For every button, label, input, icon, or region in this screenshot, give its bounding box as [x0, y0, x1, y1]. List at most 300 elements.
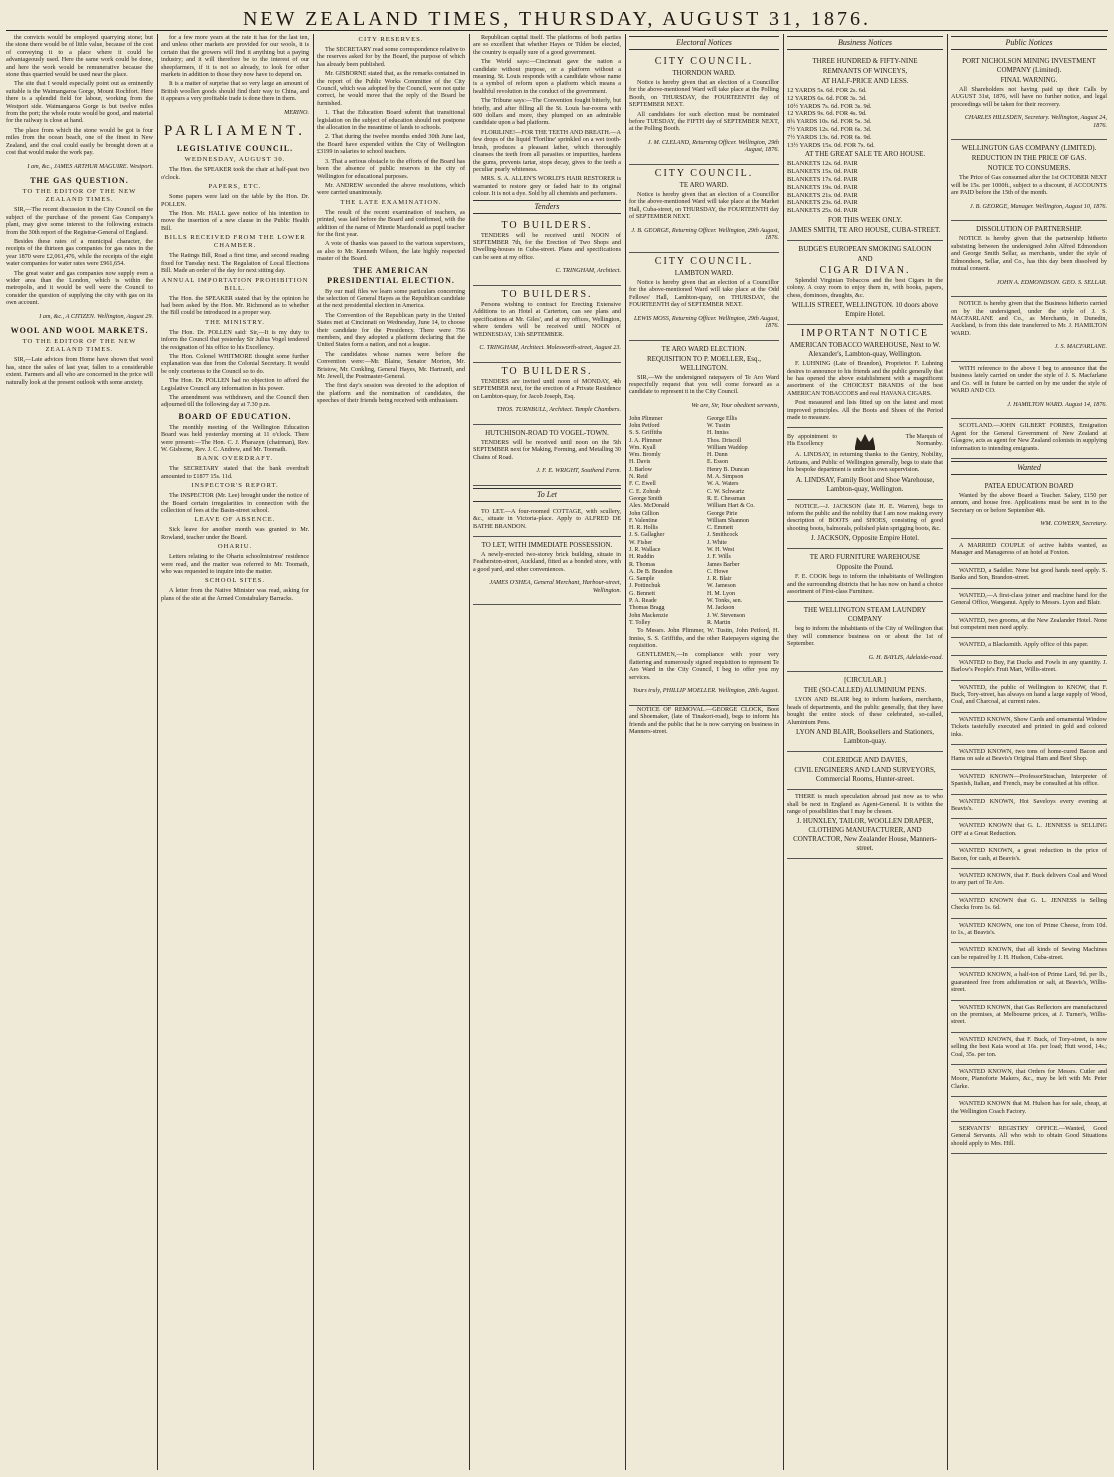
to-let-section-heading: To Let [473, 488, 621, 502]
tobacco-advert [787, 325, 943, 428]
advert-body: NOTICE.—J. JACKSON (late H. E. Warren), begs to inform the public and the nobility that I am now making every description of BOOTS and SHOES, consisting of good shooting boots, balmorals, polished plain sprigging boots, &c. [787, 502, 943, 532]
advert-title: IMPORTANT NOTICE [801, 328, 929, 340]
election-paragraph: By our mail files we learn some particulars concerning the selection of General Hayes as the Republican candidate at the next presidential election in America. [317, 287, 465, 310]
election-body: Notice is hereby given that an election of a Councillor for the above-mentioned Ward will take place at the Polling Booth, on THURSDAY, the FOURTEENTH day of SEPTEMBER NEXT. [629, 79, 779, 109]
notice-signature: J. S. MACFARLANE. [1054, 343, 1107, 351]
notice-body: All Shareholders not having paid up their Calls by AUGUST 31st, 1876, will have no further notice, and legal proceedings will be taken for their recovery. [951, 86, 1107, 108]
gas-paragraph: SIR,—The recent discussion in the City Council on the subject of the purchase of the present Gas Company's plant, may give some interest to the following extracts from the 30th report of the Registrar-General of England. [6, 206, 153, 236]
to-let-signature: JAMES O'SHEA, General Merchant, Harbour-street, Wellington. [489, 579, 621, 594]
ohariu-heading: OHARIU. [217, 543, 253, 551]
wanted-ad [951, 795, 1107, 820]
notice-title: PATEA EDUCATION BOARD [984, 482, 1074, 491]
wanted-text: WANTED KNOWN, that F. Buck delivers Coal and Wood to any part of Te Aro. [951, 872, 1107, 887]
notice-title: WELLINGTON GAS COMPANY (LIMITED). [961, 144, 1097, 153]
wool-paragraph: It is a matter of surprise that so very large an amount of British woollen goods should find their way to China, and it appears a very profitable trade is done there in them. [161, 80, 309, 103]
advert-body: beg to inform the inhabitants of the City of Wellington that they will commence business on or about the 1st of September. [787, 625, 943, 648]
advert-subtitle: AND [857, 254, 873, 263]
signatory: N. Reid [629, 474, 648, 481]
notice-signature: J. HAMILTON WARD. August 14, 1876. [1007, 400, 1107, 408]
wanted-text: SERVANTS' REGISTRY OFFICE.—Wanted, Good General Servants. All who wish to obtain Good Situations should apply to Mrs. Hill. [951, 1124, 1107, 1147]
election-title: CITY COUNCIL. [654, 56, 754, 67]
wanted-text: WANTED KNOWN—ProfessorStrachan, Interpreter of Spanish, Italian, and French, may be consulted at his office. [951, 772, 1107, 788]
wanted-text: WANTED KNOWN, two tons of home-cured Bacon and Hams on sale at Beavis's Original Ham and Beef Shop. [951, 747, 1107, 763]
signatory: H. Ruddin [629, 554, 655, 561]
wanted-ad [951, 638, 1107, 655]
yardage-price-list [787, 87, 943, 149]
examination-heading: THE LATE EXAMINATION. [340, 198, 442, 206]
wanted-ad [951, 1097, 1107, 1122]
wanted-text: WANTED KNOWN, a great reduction in the price of Bacon, for cash, at Beavis's. [951, 847, 1107, 862]
advert-title: THE (SO-CALLED) ALUMINIUM PENS. [803, 686, 927, 695]
signatory: Thos. Driscoll [707, 437, 742, 444]
requisition-body: SIR,—We the undersigned ratepayers of Te Aro Ward respectfully request that you will come forward as a candidate to represent it in the City Council. [629, 373, 779, 396]
notice-body: Wanted by the above Board a Teacher. Salary, £150 per annum, and house free. Applications must be sent in to the Secretary on or before September 4th. [951, 492, 1107, 514]
signatory: Wm. Bromly [629, 452, 661, 459]
wanted-text: WANTED KNOWN, that Gas Reflectors are manufactured on the premises, at Melbourne prices, at J. Turner's, Willis-street. [951, 1003, 1107, 1026]
advert-signature: G. H. BAYLIS, Adelaide-road. [868, 653, 943, 661]
column-divider [469, 34, 470, 1470]
dissolution-notice [951, 221, 1107, 297]
signatory: G. Bennett [629, 590, 655, 597]
tender-signature: C. TRINGHAM, Architect. [555, 267, 621, 275]
signatory: J. Smithcock [707, 532, 738, 539]
gas-signoff: I am, &c., A CITIZEN. Wellington, August 29. [39, 312, 153, 320]
wanted-ad [951, 1122, 1107, 1154]
tender-notice [473, 286, 621, 363]
tender-signature: J. F. E. WRIGHT, Southend Farm. [536, 467, 621, 475]
notice-signature: J. B. GEORGE, Manager. Wellington, August 10, 1876. [969, 202, 1107, 210]
wanted-text: WANTED KNOWN, a half-ton of Prime Lard, 9d. per lb., guaranteed free from adulteration or salt, at Beavis's, Willis-street. [951, 971, 1107, 994]
blanket-price-list [787, 160, 943, 215]
tender-signature: THOS. TURNBULL, Architect. Temple Chambers. [496, 406, 621, 414]
price-line: 12 YARDS 5s. 6d. FOR 2s. 6d. [787, 87, 867, 94]
letter-paragraph: The site that I would especially point out as eminently suitable is the Waimangaroa Gorge, Mount Rochfort. Here there is a splendid field for labour, working from the Westport side. Waimangaroa Gorge is but twelve miles from the port; the whole route would be good, and material for the railway is close at hand. [6, 80, 153, 125]
signatory: J. R. Blair [707, 576, 732, 583]
reply-address: To Messrs. John Plimmer, W. Tustin, John Petford, H. Inniss, S. S. Griffiths, and the other Ratepayers signing the requisition. [629, 627, 779, 650]
signatory: C. Howe [707, 568, 729, 575]
ward-name: TE ARO WARD. [679, 181, 729, 190]
circular-label: [CIRCULAR.] [844, 676, 886, 685]
signatory: William Shannon [707, 517, 749, 524]
appointment-left: By appointment to His Excellency [787, 434, 837, 448]
notice-subtitle: NOTICE TO CONSUMERS. [987, 164, 1071, 173]
signatory: John Plimmer [629, 415, 663, 422]
notice-title: PORT NICHOLSON MINING INVESTMENT COMPANY (Limited). [962, 57, 1096, 74]
education-paragraph: The INSPECTOR (Mr. Lee) brought under the notice of the Board certain irregularities in connection with the collection of fees at the Basin-street school. [161, 492, 309, 515]
signatory: W. Tonks, sen. [707, 598, 743, 605]
advert-subtitle: Opposite the Pound. [836, 563, 894, 572]
price-line: 12 YARDS 6s. 6d. FOR 3s. 3d. [787, 94, 867, 102]
advert-subtitle: CIGAR DIVAN. [819, 264, 911, 276]
notice-signature: CHARLES HILLSDEN, Secretary. Wellington, August 24, 1876. [964, 114, 1107, 129]
advert-subtitle: REMNANTS OF WINCEYS, [822, 67, 908, 75]
advert-body: Post measured and lists fitted up on the latest and most improved principles. All the Boots and Shoes of the Period made to measure. [787, 399, 943, 422]
surveyors-advert [787, 752, 943, 790]
signatory: R. E. Chessman [707, 495, 746, 502]
wanted-text: WANTED KNOWN, that F. Buck, of Tory-street, is now selling the best Kaia wood at 16s. per load; Hutt wood, 14s.; Coal, 35s. per ton. [951, 1035, 1107, 1058]
advert-body: F. E. COOK begs to inform the inhabitants of Wellington and the surrounding districts that he has now on hand a choice assortment of First-class Furniture. [787, 573, 943, 596]
ward-name: LAMBTON WARD. [674, 268, 734, 277]
reserves-paragraph: The SECRETARY read some correspondence relative to the reserves asked for by the Board, the purpose of which has already been published. [317, 46, 465, 68]
advert-title: THREE HUNDRED & FIFTY-NINE [812, 57, 918, 65]
requisition-notice [629, 341, 779, 706]
education-paragraph: Sick leave for another month was granted to Mr. Rowland, teacher under the Board. [161, 526, 309, 541]
reserves-paragraph: 3. That a serious obstacle to the efforts of the Board has been the absence of public reserves in the city of Wellington for educational purposes. [317, 157, 465, 180]
wanted-text: WANTED KNOWN, that all kinds of Sewing Machines can be repaired by J. H. Hudson, Cuba-street. [951, 946, 1107, 961]
session-date: WEDNESDAY, AUGUST 30. [184, 156, 286, 164]
price-line: BLANKETS 23s. 6d. PAIR [787, 199, 858, 207]
wanted-ad [951, 1033, 1107, 1065]
examination-paragraph: A vote of thanks was passed to the various supervisors, as also to Mr. Kenneth Wilson, the late highly respected master of the Board. [317, 240, 465, 263]
signatory: H. M. Lyon [707, 590, 736, 597]
tender-notice [473, 363, 621, 425]
election-body: Notice is hereby given that an election of a Councillor for the above-mentioned Ward will take place at the Odd Fellows' Hall, Lambton-quay, on THURSDAY, the FOURTEENTH day of SEPTEMBER NEXT. [629, 278, 779, 309]
smoking-saloon-advert [787, 241, 943, 325]
signatory: John Mackenzie [629, 612, 669, 619]
election-notice [629, 53, 779, 165]
signatory: Alex. McDonald [629, 503, 670, 510]
hair-restorer-advert: MRS. S. A. ALLEN'S WORLD'S HAIR RESTORER is warranted to restore grey or faded hair to its original colour. It is not a dye. Sold by all chemists and perfumers. [473, 175, 621, 198]
signatory: F. Valentine [629, 517, 658, 524]
wanted-text: WANTED, a Blacksmith. Apply office of this paper. [959, 641, 1089, 649]
gas-question-subheading: TO THE EDITOR OF THE NEW ZEALAND TIMES. [22, 188, 137, 204]
wanted-text: A MARRIED COUPLE of active habits wanted, as Manager and Manageress of an hotel at Foxton. [951, 542, 1107, 557]
signatory: W. H. West [707, 547, 735, 553]
signatory: H. Inniss [707, 430, 729, 437]
price-line: BLANKETS 12s. 6d. PAIR [787, 160, 858, 168]
education-board-wanted [951, 478, 1107, 539]
advert-subtitle: CIVIL ENGINEERS AND LAND SURVEYORS, Commercial Rooms, Hunter-street. [794, 766, 936, 784]
signatory: W. Jameson [707, 583, 736, 590]
requisition-subtitle: REQUISITION TO P. MOELLER, Esq., WELLINGTON. [646, 354, 762, 372]
wanted-ad [951, 770, 1107, 795]
papers-heading: PAPERS, ETC. [208, 183, 262, 191]
election-signature: J. B. GEORGE, Returning Officer. Wellington, 29th August, 1876. [631, 226, 779, 242]
signatory: James Barber [707, 561, 740, 568]
tender-notice [473, 425, 621, 486]
wanted-ad [951, 745, 1107, 770]
notice-body: WITH reference to the above I beg to announce that the business lately carried on under the style of J. S. Macfarlane and Co. will in future be carried on by me under the style of WARD AND CO. [951, 365, 1107, 395]
election-body: Notice is hereby given that an election of a Councillor for the above-mentioned Ward will take place at the Market Hall, Cuba-street, on THURSDAY, the FOURTEENTH day of SEPTEMBER NEXT. [629, 191, 779, 221]
prohibition-heading: ANNUAL IMPORTATION PROHIBITION BILL. [161, 276, 309, 292]
wanted-ad [951, 656, 1107, 681]
parliament-paragraph: The Hon. the SPEAKER took the chair at half-past two o'clock. [161, 166, 309, 181]
reply-body: GENTLEMEN,—In compliance with your very flattering and numerously signed requisition to represent Te Aro Ward in the City Council, I beg to offer you my services. [629, 651, 779, 681]
advert-signature: LYON AND BLAIR, Booksellers and Stationers, Lambton-quay. [796, 728, 934, 746]
furniture-advert [787, 549, 943, 602]
sites-heading: SCHOOL SITES. [204, 577, 266, 585]
requisition-title: TE ARO WARD ELECTION. [661, 344, 747, 353]
wanted-ad [951, 564, 1107, 589]
advert-body: Splendid Virginian Tobaccos and the best Cigars in the colony. A cozy room to enjoy them in, with books, papers, chess, dominoes, draughts, &c. [787, 276, 943, 299]
ministry-heading: THE MINISTRY. [205, 318, 265, 326]
wool-heading: WOOL AND WOOL MARKETS. [10, 326, 149, 336]
signatory: J. Pottinchuk [629, 583, 661, 590]
business-transfer-notice [951, 297, 1107, 362]
advert-body: A. LINDSAY, in returning thanks to the Gentry, Nobility, Artizans, and Public of Wellington generally, begs to state that his bespoke department is under his own supervision. [787, 451, 943, 474]
emigration-notice [951, 419, 1107, 459]
wanted-ad [951, 819, 1107, 844]
advert-subtitle: AT HALF-PRICE AND LESS. [821, 77, 909, 85]
to-let-body: A newly-erected two-storey brick building, situate in Featherston-street, Auckland, fitted as a bonded store, with a good yard, and other conveniences. [473, 550, 621, 573]
boots-notice [787, 500, 943, 550]
parliament-paragraph: The amendment was withdrawn, and the Council then adjourned till the following day at 7.30 p.m. [161, 393, 309, 409]
tailor-advert [787, 790, 943, 859]
advert-body: THERE is much speculation abroad just now as to who shall be next in England as Agent-General. It is within the range of possibilities that I may be chosen. [787, 793, 943, 815]
wool-signoff: MERINO. [284, 108, 309, 116]
notice-body: NOTICE is hereby given that the partnership hitherto subsisting between the undersigned John Alfred Edmondson and George Smith Sellar, as merchants, under the style of Edmondson, Sellar, and Co., has this day been dissolved by mutual consent. [951, 235, 1107, 273]
examination-paragraph: The result of the recent examination of teachers, as printed, was laid before the Board and confirmed, with the addition of the name of Minnie Macdonald as pupil teacher for the first year. [317, 208, 465, 238]
advert-subtitle: AT THE GREAT SALE TE ARO HOUSE. [804, 150, 926, 159]
reply-signature: Yours truly, PHILLIP MOELLER. Wellington, 28th August. [632, 687, 779, 695]
letter-signoff: I am, &c., JAMES ARTHUR MAGUIRE. Westport. [27, 162, 153, 170]
signatory: J. W. Stevenson [707, 612, 746, 619]
signatory: H. Dunn [707, 452, 728, 459]
wanted-text: WANTED to Buy, Fat Ducks and Fowls in any quantity. J. Barlow's People's Fruit Mart, Willis-street. [951, 658, 1107, 674]
election-signature: LEWIS MOSS, Returning Officer. Wellington, 29th August, 1876. [633, 314, 779, 330]
election-paragraph: The first day's session was devoted to the adoption of the platform and the nomination of candidates, the speeches of their friends being received with enthusiasm. [317, 382, 465, 405]
signatory: George Ellis [707, 415, 738, 422]
business-notices-heading: Business Notices [787, 36, 943, 50]
price-line: BLANKETS 17s. 6d. PAIR [787, 175, 858, 183]
mining-company-notice [951, 53, 1107, 140]
masthead-rule [6, 30, 1108, 31]
column-7 [951, 34, 1107, 1470]
election-paragraph: The Convention of the Republican party in the United States met at Cincinnati on Wednesday, June 14, to choose their candidate for the Presidency. There were 756 members, and they adopted a platform declaring that the United States form a nation, and not a league. [317, 311, 465, 349]
signatory: R. Martin [707, 619, 731, 626]
signatory: J. A. Plimmer [629, 437, 663, 444]
leave-heading: LEAVE OF ABSENCE. [194, 516, 276, 524]
to-let-notice [473, 505, 621, 537]
column-2 [161, 34, 309, 1470]
wanted-ad [951, 968, 1107, 1000]
column-4 [473, 34, 621, 1470]
wanted-text: WANTED, two grooms, at the New Zealander Hotel. None but competent men need apply. [951, 616, 1107, 631]
wanted-ad [951, 1001, 1107, 1033]
signatory: W. Fisher [629, 539, 653, 546]
price-line: BLANKETS 19s. 0d. PAIR [787, 183, 858, 191]
reserves-heading: CITY RESERVES. [358, 36, 424, 43]
price-line: BLANKETS 25s. 0d. PAIR [787, 207, 858, 215]
election-body: All candidates for such election must be nominated before TUESDAY, the FIFTH day of SEPTEMBER NEXT, at the Polling Booth. [629, 110, 779, 133]
wanted-ad [951, 614, 1107, 639]
election-notice [629, 253, 779, 341]
wanted-text: WANTED KNOWN, Hot Saveloys every evening at Beavis's. [951, 797, 1107, 812]
reserves-paragraph: 1. That the Education Board submit that transitional legislation on the subject of education should not postpone the allocation in the meantime of lands to schools. [317, 109, 465, 132]
to-let-body: TO LET.—A four-roomed COTTAGE, with scullery, &c., situate in Victoria-place. Apply to ALFRED DE BATHE BRANDON. [473, 507, 621, 530]
advert-signature: J. JACKSON, Opposite Empire Hotel. [811, 534, 919, 543]
wanted-ad [951, 844, 1107, 869]
parliament-paragraph: The Ratings Bill, Road a first time, and second reading fixed for Tuesday next. The Regulation of Local Elections Bill. Made an order of the day for next sitting day. [161, 252, 309, 275]
election-paragraph: The Tribune says:—The Convention fought bitterly, but briefly, and after filling all the St. Louis bar-rooms with 600 dollars and more, they plumped on an admirable candidate upon a bad platform. [473, 97, 621, 127]
wanted-text: WANTED KNOWN that M. Hulson has for sale, cheap, at the Wellington Coach Factory. [951, 1100, 1107, 1115]
reserves-paragraph: Mr. ANDREW seconded the above resolutions, which were carried unanimously. [317, 181, 465, 197]
notice-body: NOTICE is hereby given that the Business hitherto carried on by the undersigned, under the style of J. S. MACFARLANE and Co., as Merchants, in Dunedin, Auckland, is from this date transferred to Mr. J. HAMILTON WARD. [951, 300, 1107, 337]
signatory: G. Sample [629, 576, 655, 583]
floriline-advert: FLORILINE!—FOR THE TEETH AND BREATH.—A few drops of the liquid 'Floriline' sprinkled on a wet tooth-brush, produces a pleasant lather, which thoroughly cleanses the teeth from all parasites or impurities, hardens the gums, prevents tartar, stops decay, gives to the teeth a peculiar pearly whiteness. [473, 128, 621, 173]
price-line: 12 YARDS 9s. 6d. FOR 4s. 9d. [787, 110, 867, 118]
price-line: 13½ YARDS 15s. 0d. FOR 7s. 6d. [787, 141, 875, 149]
education-paragraph: The SECRETARY stated that the bank overdraft amounted to £1877 15s. 11d. [161, 465, 309, 480]
parliament-paragraph: Some papers were laid on the table by the Hon. Dr. POLLEN. [161, 193, 309, 208]
election-title: CITY COUNCIL. [654, 168, 754, 180]
requisition-closing: We are, Sir, Your obedient servants, [691, 402, 779, 410]
election-title: CITY COUNCIL. [654, 255, 754, 267]
wanted-ad [951, 713, 1107, 745]
wanted-ad [951, 943, 1107, 968]
parliament-paragraph: The Hon. Dr. POLLEN had no objection to afford the Legislative Council any information in his power. [161, 377, 309, 392]
letter-paragraph: The place from which the stone would be got is four miles from the ocean beach, one of the finest in New Zealand, and the coal could easily be brought down at a cost that would make the work pay. [6, 126, 153, 157]
education-paragraph: Letters relating to the Ohariu schoolmistress' residence were read, and the matter was referred to Mr. Toomath, who was requested to inquire into the matter. [161, 553, 309, 576]
tender-signature: C. TRINGHAM, Architect. Molesworth-street, August 23. [479, 344, 621, 352]
parliament-paragraph: The Hon. Dr. POLLEN said: Sir,—It is my duty to inform the Council that yesterday Sir Julius Vogel tendered the resignation of his office to his Excellency. [161, 328, 309, 351]
gas-company-notice [951, 140, 1107, 221]
signatory: C. E. Zohrab [629, 488, 660, 495]
signatory: W. A. Waters [707, 481, 739, 488]
advert-signature: A. LINDSAY, Family Boot and Shoe Warehouse, Lambton-quay, Wellington. [795, 475, 935, 493]
advert-subtitle: FOR THIS WEEK ONLY. [828, 215, 902, 224]
election-paragraph: The candidates whose names were before the Convention were:—Mr. Blaine, Senator Morton, Mr. Bristow, Mr. Conkling, General Hayes, Mr. Hartranft, and Mr. Jewell, the Postmaster-General. [317, 350, 465, 381]
wanted-ad [951, 894, 1107, 919]
education-heading: BOARD OF EDUCATION. [178, 411, 292, 421]
signatory: M. Jackson [707, 605, 735, 612]
wanted-text: WANTED KNOWN, one ton of Prime Cheese, from 10d. to 1s., at Beavis's. [951, 921, 1107, 937]
column-divider [783, 34, 784, 1470]
parliament-heading: PARLIAMENT. [164, 123, 306, 140]
signatory: C. Emmett [707, 525, 733, 532]
signatory: J. Barlow [629, 466, 652, 473]
bootmaker-advert [787, 428, 943, 499]
signatory: William Waddop [707, 444, 748, 451]
signatory: A. De B. Brandon [629, 568, 673, 575]
signatory: John Petford [629, 422, 660, 429]
wanted-ad [951, 1065, 1107, 1097]
ward-name: THORNDON WARD. [672, 69, 736, 77]
to-let-title: TO LET, WITH IMMEDIATE POSSESSION. [481, 540, 613, 549]
advert-title: THE WELLINGTON STEAM LAUNDRY COMPANY [803, 606, 927, 624]
appointment-right: The Marquis of Normanby. [905, 434, 943, 448]
signatory: R. Thomas [629, 561, 656, 568]
to-let-notice [473, 537, 621, 605]
column-3 [317, 34, 465, 1470]
price-line: BLANKETS 15s. 0d. PAIR [787, 168, 858, 176]
notice-subtitle: FINAL WARNING. [1000, 76, 1058, 84]
tender-title: TO BUILDERS. [501, 365, 593, 377]
price-line: 10½ YARDS 7s. 6d. FOR 3s. 9d. [787, 102, 872, 110]
signatory: E. Esson [707, 459, 728, 466]
wanted-ad [951, 869, 1107, 894]
wanted-text: WANTED, the public of Wellington to KNOW, that F. Buck, Tory-street, has always on hand a large supply of Wood, Coal, and Charcoal, at current rates. [951, 683, 1107, 706]
column-6 [787, 34, 943, 1470]
tender-title: HUTCHISON-ROAD TO VOGEL-TOWN. [485, 428, 609, 437]
tender-body: TENDERS are invited until noon of MONDAY, 4th SEPTEMBER next, for the erection of a Private Residence on Lambton-quay, for Jacob Joseph, Esq. [473, 377, 621, 400]
advert-title: TE ARO FURNITURE WAREHOUSE [809, 553, 921, 562]
column-divider [313, 34, 314, 1470]
removal-notice: NOTICE OF REMOVAL.—GEORGE CLOCK, Boot and Shoemaker, (late of Tinakori-road), begs to inform his friends and the public that he is now carrying on business in Manners-street. [629, 705, 779, 736]
notice-subtitle: REDUCTION IN THE PRICE OF GAS. [971, 154, 1087, 163]
tender-title: TO BUILDERS. [501, 288, 593, 300]
education-paragraph: A letter from the Native Minister was read, asking for plans of the site at the Armed Constabulary Barracks. [161, 587, 309, 602]
signatory: J. White [707, 539, 727, 546]
notice-title: DISSOLUTION OF PARTNERSHIP. [976, 225, 1082, 234]
inspector-heading: INSPECTOR'S REPORT. [191, 482, 279, 490]
signatory: William Hart & Co. [707, 503, 755, 510]
tenders-section-heading: Tenders [473, 200, 621, 214]
advert-signature: J. HUNXLEY, TAILOR, WOOLLEN DRAPER, CLOTHING MANUFACTURER, AND CONTRACTOR, New Zealander House, Manners-street. [793, 817, 937, 853]
notice-signature: JOHN A. EDMONDSON. GEO. S. SELLAR. [996, 278, 1107, 286]
signatory-list [629, 416, 779, 628]
wanted-ad [951, 681, 1107, 713]
gas-question-heading: THE GAS QUESTION. [30, 176, 129, 186]
wanted-ad [951, 539, 1107, 564]
council-heading: LEGISLATIVE COUNCIL. [176, 144, 294, 154]
reserves-paragraph: 2. That during the twelve months ended 30th June last, the Board have expended within the City of Wellington £3199 in salaries to school teachers. [317, 133, 465, 156]
signatory: T. Tolley [629, 619, 651, 626]
signatory: M. A. Simpson [707, 474, 744, 481]
advert-signature: WILLIS STREET, WELLINGTON. 10 doors above Empire Hotel. [791, 301, 939, 319]
signatory: Thomas Bragg [629, 605, 665, 612]
election-signature: J. M. CLELAND, Returning Officer. Wellington, 29th August, 1876. [647, 139, 779, 154]
wanted-text: WANTED KNOWN, Show Cards and ornamental Window Tickets tastefully executed and printed in gold and colored inks. [951, 715, 1107, 738]
american-election-heading: THE AMERICAN PRESIDENTIAL ELECTION. [327, 265, 455, 285]
parliament-paragraph: The Hon. Mr. HALL gave notice of his intention to move the insertion of a new clause in the Public Health Bill. [161, 210, 309, 232]
tender-body: TENDERS will be received until NOON of SEPTEMBER 7th, for the Erection of Two Shops and Dwelling-houses in Cuba-street. Plans and specifications can be seen at my office. [473, 231, 621, 261]
signatory: J. F. Wills [707, 554, 731, 561]
advert-signature: JAMES SMITH, TE ARO HOUSE, CUBA-STREET. [789, 225, 941, 234]
royal-crest-icon [852, 431, 878, 451]
bills-heading: BILLS RECEIVED FROM THE LOWER CHAMBER. [164, 234, 306, 250]
signatory: H. R. Hollis [629, 525, 659, 532]
price-line: 7½ YARDS 13s. 6d. FOR 6s. 9d. [787, 133, 872, 141]
election-paragraph: The World says:—Cincinnati gave the nation a candidate without purpose, or a platform without a meaning. St. Louis responds with a candidate whose name is a symbol of reform upon a platform which means a healthful revolution in the conduct of the government. [473, 58, 621, 95]
wanted-text: WANTED, a Saddler. None but good hands need apply. S. Banks and Son, Brandon-street. [951, 566, 1107, 582]
tender-body: TENDERS will be received until noon on the 5th SEPTEMBER next for Making, Forming, and Metalling 30 Chains of Road. [473, 438, 621, 461]
signatory: John Gillion [629, 510, 659, 517]
wool-paragraph: SIR,—Late advices from Home have shown that wool has, since the sales of last year, fallen to a considerable extent. Farmers and all who are concerned in the price will naturally look at the present outlook with some anxiety. [6, 356, 153, 386]
column-1 [6, 34, 153, 1470]
signatory: S. S. Griffiths [629, 430, 663, 437]
tender-notice [473, 217, 621, 286]
election-notice [629, 165, 779, 253]
wanted-section-heading: Wanted [951, 461, 1107, 475]
notice-body: SCOTLAND.—JOHN GILBERT FORBES, Emigration Agent for the General Government of New Zealand at Glasgow, acts as agent for New Zealand colonists in supplying information to intending emigrants. [951, 422, 1107, 452]
notice-body: The Price of Gas consumed after the 1st OCTOBER NEXT will be 15s. per 1000ft., subject to a discount, if ACCOUNTS are PAID before the 15th of the month. [951, 174, 1107, 197]
wanted-text: WANTED KNOWN, that Orders for Messrs. Cutler and Moore, Pianoforte Makers, &c., may be left with Mr. Peter Clarke. [951, 1067, 1107, 1090]
signatory: J. S. Gallagher [629, 532, 665, 539]
advert-subtitle: AMERICAN TOBACCO WAREHOUSE, Next to W. Alexander's, Lambton-quay, Wellington. [789, 341, 941, 359]
column-divider [947, 34, 948, 1470]
advert-title: BUDGE'S EUROPEAN SMOKING SALOON [798, 244, 932, 253]
notice-signature: WM. COWERN, Secretary. [1040, 520, 1107, 528]
signatory: Henry B. Duncan [707, 466, 750, 473]
signatory: George Smith [629, 495, 663, 502]
gas-paragraph: Besides these rates of a municipal character, the receipts of the thirteen gas companies for gas rates in the year 1870 were £2,061,476, while the receipts of the eight water companies for water rates were £961,654. [6, 237, 153, 268]
public-notices-heading: Public Notices [951, 36, 1107, 50]
letter-paragraph: the convicts would be employed quarrying stone; but the stone there would be of little value, because of the cost of conveying it to a place where it could be advantageously used. Here the same work could be done, and here the work would be remunerative because the stone thus quarried would be used near the place. [6, 34, 153, 79]
signatory: W. Tustin [707, 422, 731, 429]
wanted-ad [951, 589, 1107, 614]
column-5 [629, 34, 779, 1470]
business-transfer-notice [951, 362, 1107, 419]
price-line: 7½ YARDS 12s. 6d. FOR 6s. 3d. [787, 125, 872, 133]
pens-advert [787, 672, 943, 752]
signatory: George Pirie [707, 510, 738, 517]
advert-body: LYON AND BLAIR beg to inform bankers, merchants, heads of departments, and the public generally, that they have bought the entire stock of these celebrated, so-called, Aluminium Pens. [787, 696, 943, 726]
price-line: BLANKETS 21s. 0d. PAIR [787, 191, 858, 199]
signatory: Wm. Kyall [629, 444, 656, 451]
masthead: NEW ZEALAND TIMES, THURSDAY, AUGUST 31, 1876. [242, 8, 871, 30]
signatory: C. W. Schwartz [707, 488, 745, 495]
